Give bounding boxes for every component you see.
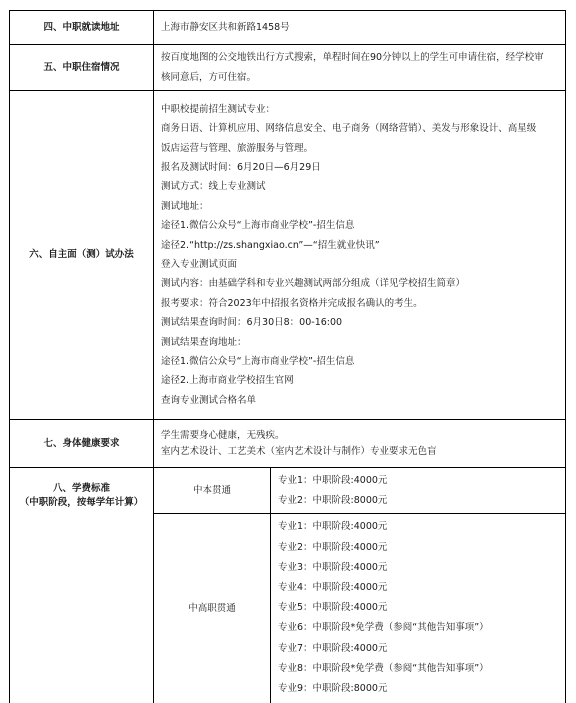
test-line: 登入专业测试页面 [161,259,238,270]
test-line: 测试结果查询地址： [161,336,247,348]
test-line: 中职校提前招生测试专业： [161,103,276,115]
fees-row-group-1 [10,468,566,514]
test-value [154,91,566,420]
test-line: 途径2.“http://zs.shangxiao.cn”—“招生就业快讯” [161,239,380,251]
fee-item: 专业9：中职阶段:8000元 [278,682,388,694]
test-line: 测试地址： [161,200,209,212]
health-line: 室内艺术设计、工艺美术（室内艺术设计与制作）专业要求无色盲 [161,445,437,457]
test-line: 途径1.微信公众号“上海市商业学校”-招生信息 [161,356,355,368]
fee-item: 专业2：中职阶段:8000元 [278,494,388,506]
admission-info-table [9,10,566,703]
fee-group-name: 中本贯通 [154,468,271,514]
dorm-row [10,45,566,91]
health-row [10,420,566,468]
address-row [10,11,566,45]
test-line: 途径2.上海市商业学校招生官网 [161,375,294,387]
fee-item: 专业8：中职阶段*免学费（参阅“其他告知事项”） [278,662,489,674]
health-line: 学生需要身心健康，无残疾。 [161,429,285,441]
address-value: 上海市静安区共和新路1458号 [154,11,566,45]
test-line: 饭店运营与管理、旅游服务与管理。 [161,142,314,154]
fees-label [10,468,154,703]
fee-item: 专业4：中职阶段:4000元 [278,581,388,593]
fee-item: 专业1：中职阶段:4000元 [278,475,388,487]
fees-label-line-1: 八、学费标准 [52,483,110,494]
fee-item: 专业6：中职阶段*免学费（参阅“其他告知事项”） [278,622,489,634]
dorm-value [154,45,566,91]
fee-item: 专业1：中职阶段:4000元 [278,521,388,533]
health-value [154,420,566,468]
fee-item: 专业2：中职阶段:4000元 [278,541,388,553]
fee-group-name: 中高职贯通 [154,514,271,703]
fees-label-line-2: （中职阶段，按每学年计算） [19,497,144,508]
address-label: 四、中职就读地址 [10,11,154,45]
test-line: 商务日语、计算机应用、网络信息安全、电子商务（网络营销）、美发与形象设计、高星级 [161,123,537,135]
test-line: 测试方式：线上专业测试 [161,181,266,193]
fee-item: 专业3：中职阶段:4000元 [278,561,388,573]
test-line: 报考要求：符合2023年中招报名资格并完成报名确认的考生。 [161,297,423,309]
test-row [10,91,566,420]
test-line: 途径1.微信公众号“上海市商业学校”-招生信息 [161,220,355,232]
test-line: 测试结果查询时间：6月30日8：00-16:00 [161,317,343,329]
test-label: 六、自主面（测）试办法 [10,91,154,420]
health-label: 七、身体健康要求 [10,420,154,468]
test-line: 查询专业测试合格名单 [161,394,257,406]
dorm-label: 五、中职住宿情况 [10,45,154,91]
test-line: 报名及测试时间：6月20日—6月29日 [161,161,321,173]
fee-item: 专业7：中职阶段:4000元 [278,642,388,654]
dorm-line: 核同意后，方可住宿。 [161,71,257,83]
fee-item: 专业5：中职阶段:4000元 [278,602,388,614]
test-line: 测试内容：由基础学科和专业兴趣测试两部分组成（详见学校招生简章） [161,278,466,290]
dorm-line: 按百度地图的公交地铁出行方式搜索，单程时间在90分钟以上的学生可申请住宿，经学校审 [161,52,544,64]
fee-group-items [271,468,566,514]
fee-group-items [271,514,566,703]
